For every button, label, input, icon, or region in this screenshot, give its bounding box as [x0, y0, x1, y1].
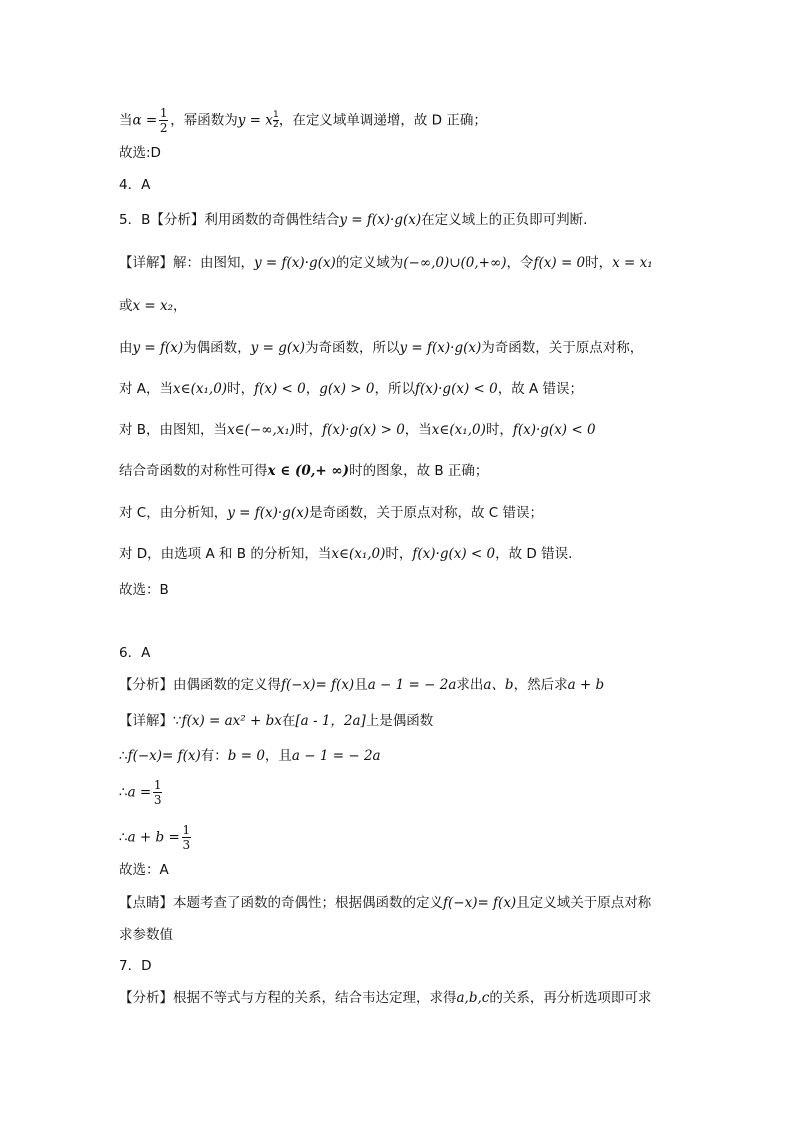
math: a、b	[483, 677, 514, 693]
line-alpha-half	[119, 106, 487, 135]
text: ，当	[404, 422, 432, 438]
math: a =	[127, 784, 152, 801]
math: b = 0	[227, 748, 265, 764]
text: 为奇函数，所以	[304, 340, 400, 356]
math: x∈(x₁,0)	[173, 381, 228, 397]
math: a − 1 = − 2a	[291, 748, 381, 764]
text-line	[119, 461, 488, 481]
analysis-line	[119, 675, 604, 695]
text: 的关系，再分析选项即可求	[489, 990, 652, 1006]
math: y = g(x)	[250, 340, 305, 356]
math: y = f(x)·g(x)	[399, 340, 482, 356]
text: ，幂函数为	[170, 112, 238, 129]
numerator: 1	[153, 778, 162, 792]
text: 为偶函数，	[183, 340, 251, 356]
text: ，故 A 错误；	[497, 381, 584, 397]
text: 【点睛】本题考查了函数的奇偶性；根据偶函数的定义	[119, 895, 443, 911]
text: 【详解】∵	[119, 713, 182, 729]
text: 5．B【分析】利用函数的奇偶性结合	[119, 212, 340, 228]
text: 时，	[227, 381, 255, 397]
text: 时，	[585, 255, 613, 271]
text: 在	[281, 713, 296, 729]
math: x = x₁	[612, 255, 653, 271]
math: f(x)·g(x) < 0	[512, 422, 596, 438]
exponent-numerator: 1	[273, 109, 279, 120]
math: y = f(x)·g(x)	[254, 255, 336, 271]
exponent-denominator: 2	[273, 119, 279, 130]
text: ∴	[119, 748, 128, 764]
math: [a - 1，2a]	[295, 713, 366, 729]
math: f(−x)= f(x)	[127, 748, 201, 764]
text: 时的图象，故 B 正确；	[349, 463, 489, 479]
option-b-line	[119, 420, 596, 440]
text: 且	[354, 677, 368, 693]
answer-line: 故选：B	[119, 582, 169, 598]
text: ，故 D 错误.	[495, 546, 573, 562]
analysis-line	[119, 210, 587, 230]
text-line	[119, 296, 187, 316]
text: 或	[119, 298, 133, 314]
text: ，	[305, 381, 320, 397]
math: f(x) < 0	[254, 381, 306, 397]
text: 求出	[456, 677, 484, 693]
math: x∈(x₁,0)	[331, 546, 386, 562]
analysis-line	[119, 988, 651, 1008]
answer-line: 故选：A	[119, 862, 169, 878]
text-line	[119, 746, 381, 766]
detail-line	[119, 711, 433, 731]
math: y = x	[237, 112, 273, 129]
fraction	[159, 106, 168, 135]
math: f(x)·g(x) < 0	[415, 381, 498, 397]
text: 时，	[485, 422, 513, 438]
text: 的定义域为	[335, 255, 404, 271]
text: 对 B，由图知，当	[119, 422, 228, 438]
fraction	[153, 778, 162, 807]
text: ∴	[119, 829, 128, 846]
text: 【详解】解：由图知，	[119, 255, 254, 271]
text: ∴	[119, 784, 128, 801]
text-line: 求参数值	[119, 927, 173, 943]
text: 当	[119, 112, 133, 129]
text: 【分析】由偶函数的定义得	[119, 677, 281, 693]
text: ，所以	[374, 381, 415, 397]
numerator: 1	[182, 823, 191, 837]
math: g(x) > 0	[319, 381, 375, 397]
math: x∈(−∞,x₁)	[227, 422, 296, 438]
text: 有：	[200, 748, 228, 764]
text-line	[119, 338, 643, 358]
math: (−∞,0)∪(0,+∞)	[403, 255, 507, 271]
math: x = x₂	[132, 298, 174, 314]
text: ，令	[506, 255, 534, 271]
math: y = f(x)·g(x)	[339, 212, 422, 228]
text: 上是偶函数	[365, 713, 434, 729]
math: a + b	[567, 677, 605, 693]
math: α =	[132, 112, 158, 129]
math: f(x) = ax² + bx	[181, 713, 282, 729]
text: 在定义域上的正负即可判断.	[421, 212, 588, 228]
math: x ∈ (0,+ ∞)	[267, 463, 350, 479]
text-line	[119, 778, 164, 807]
denominator: 3	[182, 838, 191, 852]
text: 是奇函数，关于原点对称，故 C 错误；	[308, 505, 543, 521]
option-d-line	[119, 544, 572, 564]
detail-line	[119, 253, 653, 273]
text: 时，	[385, 546, 413, 562]
math: x∈(x₁,0)	[431, 422, 486, 438]
option-a-line	[119, 379, 583, 399]
question-number: 7．D	[119, 958, 152, 974]
text: 为奇函数，关于原点对称，	[481, 340, 644, 356]
text: 对 A，当	[119, 381, 174, 397]
text: 时，	[295, 422, 323, 438]
math: f(x) = 0	[533, 255, 586, 271]
text: ，在定义域单调递增，故 D 正确；	[278, 112, 487, 129]
math: f(x)·g(x) > 0	[322, 422, 405, 438]
text: 【分析】根据不等式与方程的关系，结合韦达定理，求得	[119, 990, 457, 1006]
math: f(−x)= f(x)	[281, 677, 355, 693]
text: 对 D，由选项 A 和 B 的分析知，当	[119, 546, 332, 562]
math: a + b =	[127, 829, 180, 846]
text: 结合奇函数的对称性可得	[119, 463, 268, 479]
answer-line: 故选:D	[119, 145, 161, 161]
math: f(−x)= f(x)	[443, 895, 517, 911]
math: a,b,c	[456, 990, 490, 1006]
denominator: 3	[153, 793, 162, 807]
option-c-line	[119, 503, 543, 523]
text: ，且	[264, 748, 292, 764]
fraction	[182, 823, 191, 852]
question-number: 4．A	[119, 177, 151, 193]
numerator: 1	[159, 106, 168, 120]
question-number: 6．A	[119, 645, 151, 661]
comment-line	[119, 893, 651, 913]
text: ，然后求	[513, 677, 568, 693]
text: 且定义域关于原点对称	[516, 895, 652, 911]
math: y = f(x)·g(x)	[227, 505, 309, 521]
text: 对 C，由分析知，	[119, 505, 228, 521]
text-line	[119, 823, 193, 852]
denominator: 2	[159, 121, 168, 135]
text: 由	[119, 340, 133, 356]
math: y = f(x)	[132, 340, 184, 356]
math: a − 1 = − 2a	[367, 677, 457, 693]
math: f(x)·g(x) < 0	[412, 546, 496, 562]
text: ，	[173, 298, 187, 314]
